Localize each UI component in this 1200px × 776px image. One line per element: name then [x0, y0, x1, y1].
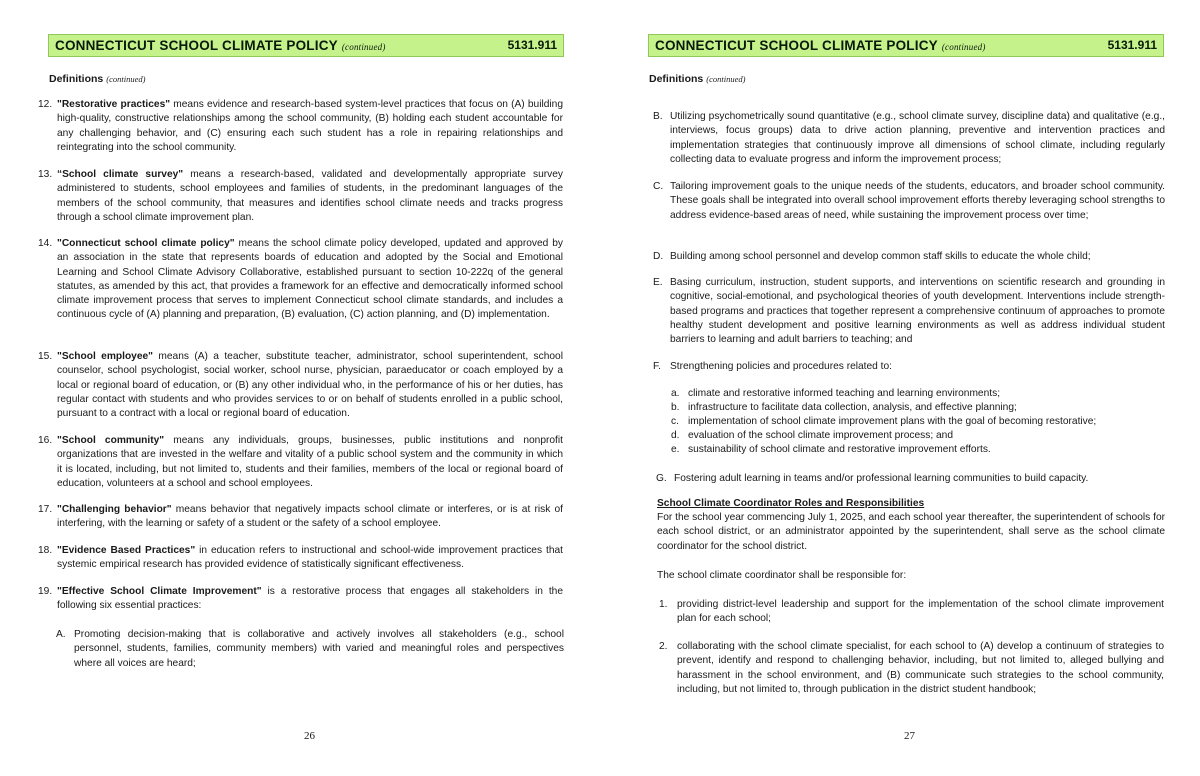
defined-term: "Effective School Climate Improvement"	[57, 586, 262, 597]
defined-term: "School community"	[57, 435, 165, 446]
item-text: Promoting decision-making that is collaborative and actively involves all stakeholders (e.g., school personnel, students, families, community members) with varied and meaningful roles and perspectives where all voices are heard;	[74, 629, 564, 669]
item-text: "Effective School Climate Improvement" is a restorative process that engages all stakeholders in the following six essential practices:	[57, 586, 563, 612]
item-text: collaborating with the school climate specialist, for each school to (A) develop a continuum of strategies to prevent, identify and respond to challenging behavior, including, but not limited to, alleged bullying and harassment in the school environment, and (B) communicate such strategies to the school community, including, but not limited to, through publication in the district student handbook;	[677, 641, 1164, 695]
item-number: C.	[653, 181, 664, 192]
item-number: D.	[653, 251, 664, 262]
item-number: e.	[671, 444, 680, 455]
item-number: d.	[671, 430, 680, 441]
item-number: 14.	[38, 238, 53, 249]
item-text: "Evidence Based Practices" in education refers to instructional and school-wide improvement practices that systemic empirical research has provided evidence of statistically significant effectiveness.	[57, 545, 563, 571]
item-number: 12.	[38, 99, 53, 110]
item-number: G.	[656, 473, 667, 484]
item-number: B.	[653, 111, 663, 122]
page-number-left: 26	[304, 730, 315, 742]
item-text: implementation of school climate improvement plans with the goal of becoming restorative;	[688, 416, 1097, 427]
header-bar-left	[48, 34, 564, 57]
section-paragraph: For the school year commencing July 1, 2025, and each school year thereafter, the superintendent of schools for each school district, or an administrator appointed by the superintendent, shall serve as the school climate coordinator for the school district.	[657, 512, 1165, 552]
defined-term: "School employee"	[57, 351, 153, 362]
page-number-right: 27	[904, 730, 915, 742]
item-number: 1.	[659, 599, 668, 610]
item-number: 2.	[659, 641, 668, 652]
item-text: Utilizing psychometrically sound quantitative (e.g., school climate survey, discipline data) and qualitative (e.g., interviews, focus groups) data to drive action planning, preventive and intervention practices and implementation strategies that continuously improve all dimensions of school climate, including regularly collecting data to evaluate progress and inform the improvement process;	[670, 111, 1165, 165]
defined-term: "Restorative practices"	[57, 99, 171, 110]
item-number: 13.	[38, 169, 53, 180]
item-text: infrastructure to facilitate data collection, analysis, and effective planning;	[688, 402, 1017, 413]
item-text: Fostering adult learning in teams and/or professional learning communities to build capacity.	[674, 473, 1089, 484]
item-number: 16.	[38, 435, 53, 446]
item-text: Strengthening policies and procedures related to:	[670, 361, 893, 372]
responsible-intro: The school climate coordinator shall be responsible for:	[657, 570, 907, 581]
policy-number: 5131.911	[1107, 38, 1157, 52]
defined-term: "Challenging behavior"	[57, 504, 172, 515]
item-text: "Challenging behavior" means behavior that negatively impacts school climate or interferes, or is at risk of interfering, with the learning or safety of a student or the safety of a school employee.	[57, 504, 563, 530]
header-title: CONNECTICUT SCHOOL CLIMATE POLICY (continued)	[55, 38, 386, 53]
item-text: Tailoring improvement goals to the unique needs of the students, educators, and broader school community. These goals shall be integrated into overall school improvement efforts thereby leveraging school strengths to address evidence-based areas of need, while sustaining the improvement process over time;	[670, 181, 1165, 221]
item-text: climate and restorative informed teaching and learning environments;	[688, 388, 1001, 399]
item-number: A.	[56, 629, 66, 640]
item-text: “School climate survey" means a research-based, validated and developmentally appropriate survey administered to students, school employees and families of students, in the predominant languages of the members of the school community, that measures and identifies school climate needs and tracks progress through a school climate improvement plan.	[57, 169, 563, 223]
item-text: sustainability of school climate and restorative improvement efforts.	[688, 444, 991, 455]
item-text: "School employee" means (A) a teacher, substitute teacher, administrator, school superintendent, school counselor, school psychologist, social worker, school nurse, physician, paraeducator or coach employed by a local or regional board of education, or (B) any other individual who, in the performance of his or her duties, has regular contact with students and who provides services to or on behalf of students enrolled in a public school, pursuant to a contract with a local or regional board of education.	[57, 351, 563, 420]
item-text: Building among school personnel and develop common staff skills to educate the whole child;	[670, 251, 1091, 262]
definitions-heading: Definitions (continued)	[49, 73, 146, 85]
definitions-heading: Definitions (continued)	[649, 73, 746, 85]
item-number: 19.	[38, 586, 53, 597]
defined-term: “School climate survey"	[57, 169, 184, 180]
item-text: evaluation of the school climate improvement process; and	[688, 430, 954, 441]
item-number: 15.	[38, 351, 53, 362]
header-bar-right	[648, 34, 1164, 57]
policy-number: 5131.911	[507, 38, 557, 52]
item-number: 17.	[38, 504, 53, 515]
item-number: E.	[653, 277, 663, 288]
defined-term: "Connecticut school climate policy"	[57, 238, 235, 249]
item-text: Basing curriculum, instruction, student supports, and interventions on scientific research and grounding in cognitive, social-emotional, and psychological theories of youth development. Interventions include strength-based programs and practices that together represent a comprehensive continuum of approaches to promote healthy student development and positive learning environments as well as address individual student barriers to learning and adult barriers to teaching; and	[670, 277, 1165, 346]
item-text: providing district-level leadership and support for the implementation of the school climate improvement plan for each school;	[677, 599, 1164, 625]
item-number: c.	[671, 416, 679, 427]
defined-term: "Evidence Based Practices"	[57, 545, 196, 556]
header-title: CONNECTICUT SCHOOL CLIMATE POLICY (continued)	[655, 38, 986, 53]
item-number: 18.	[38, 545, 53, 556]
item-number: a.	[671, 388, 680, 399]
item-text: "Connecticut school climate policy" means the school climate policy developed, updated and approved by an association in the state that represents boards of education and adopted by the Social and Emotional Learning and School Climate Advisory Collaborative, established pursuant to section 10-222q of the general statutes, as amended by this act, that provides a framework for an effective and democratically informed school climate improvement process that serves to implement Connecticut school climate standards, and includes a continuous cycle of (A) planning and preparation, (B) evaluation, (C) action planning, and (D) implementation.	[57, 238, 563, 321]
item-text: "School community" means any individuals, groups, businesses, public institutions and nonprofit organizations that are invested in the welfare and vitality of a public school system and the community in which it is located, including, but not limited to, students and their families, members of the local or regional board of education, volunteers at a school and school employees.	[57, 435, 563, 489]
item-number: b.	[671, 402, 680, 413]
section-title: School Climate Coordinator Roles and Responsibilities	[657, 498, 925, 509]
item-text: "Restorative practices" means evidence and research-based system-level practices that focus on (A) building high-quality, constructive relationships among the school community, (B) holding each student accountable for any challenging behavior, and (C) ensuring each such student has a role in repairing relationships and reintegrating into the school community.	[57, 99, 563, 153]
item-number: F.	[653, 361, 661, 372]
